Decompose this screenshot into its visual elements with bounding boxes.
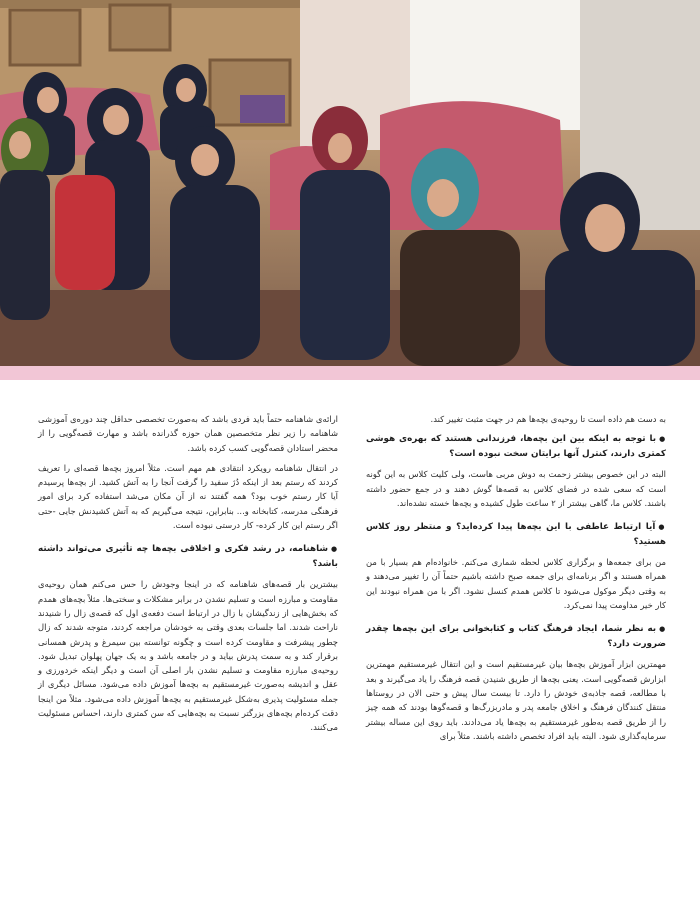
paragraph: ارائه‌ی شاهنامه حتماً باید فردی باشد که به‌صورت تخصصی حداقل چند دوره‌ی آموزشی شاهنامه را زیر نظر متخصصین همان حوزه گذرانده باشد و مهارت قصه‌گویی را از محضر استادان قصه‌گویی کسب کرده باشد. <box>38 414 338 453</box>
paragraph: در انتقال شاهنامه رویکرد انتقادی هم مهم است. مثلاً امروز بچه‌ها قصه‌ای را تعریف کردند که رستم بعد از اینکه دُژ سفید را گرفت آنجا را به آتش کشید. از بچه‌ها پرسیدم آیا کار رستم خوب بود؟ همه گفتند نه از آن مکان می‌شد استفاده کرد برای امور فرهنگی مدرسه، کتابخانه و... بنابراین، نتیجه می‌گیریم که به آتش کشیدنش جایی -حتی اگر رستم این کار کرده- کار درستی نبوده است. <box>38 462 338 531</box>
group-photo-illustration <box>0 0 700 366</box>
decorative-band <box>0 366 700 380</box>
bullet-icon: ● <box>659 435 666 444</box>
paragraph: البته در این خصوص بیشتر زحمت به دوش مربی هاست، ولی کلیت کلاس به این گونه است که سعی شده در فضای کلاس به قصه‌ها گوش دهند و در جمع حضور داشته باشند. کلاس ما، گاهی بیشتر از ۲ ساعت طول کشیده و بچه‌ها خسته نشده‌اند. <box>366 469 666 508</box>
interview-question <box>366 432 666 461</box>
interview-question <box>366 622 666 651</box>
question-text: به نظر شما، ایجاد فرهنگ کتاب و کتابخوانی برای این بچه‌ها چقدر ضرورت دارد؟ <box>366 624 666 649</box>
paragraph: بیشترین بار قصه‌های شاهنامه که در اینجا وجودش را حس می‌کنم همان روحیه‌ی مقاومت و مبارزه است و تسلیم نشدن در برابر مشکلات و سختی‌ها. مثلاً بچه‌های همدم که بخش‌هایی از زندگیشان با زال در ارتباط است دفعه‌ی اول که قصه‌ی زال را شنیدند ناراحت شدند. اما جلسات بعدی وقتی به خودشان مراجعه کردند، متوجه شدند که زال چطور پیشرفت و مقاومت کرده است و چگونه توانسته بین سیمرغ و پدرش همسانی برقرار کند و به سمت پدرش بیاید و در جامعه باشد و به یک جهان پهلوان تبدیل شود. روحیه‌ی مبارزه مقاومت و تسلیم نشدن بار اصلی آن است و دیگر اینکه خردورزی و عقل و اندیشه به‌صورت غیرمستقیم به بچه‌ها آموزش داده می‌شود. مسائل دیگری از جمله مسئولیت پذیری به‌شکل غیرمستقیم به بچه‌ها آموزش داده می‌شود. مثلاً من اینجا دقت کرده‌ام بچه‌های بزرگتر نسبت به بچه‌هایی که سن کمتری دارند، احساس مسئولیت می‌کنند. <box>38 579 338 733</box>
paragraph: مهمترین ابزار آموزش بچه‌ها بیان غیرمستقیم است و این انتقال غیرمستقیم مهمترین ابزارش قصه‌گویی است. یعنی بچه‌ها از طریق شنیدن قصه فرهنگ را یاد می‌گیرند و بعد با مطالعه، قصه جاذبه‌ی خودش را دارد. تا بیست سال پیش و حتی الان در روستاها منتقل کنندگان فرهنگ و اخلاق جامعه پدر و مادربزرگ‌ها و قصه‌گوها بودند که همه چیز را از طریق قصه به‌طور غیرمستقیم به بچه‌ها یاد می‌دادند. باید روی این مساله بیشتر سرمایه‌گذاری شود. البته باید افراد تخصص داشته باشند. مثلاً برای <box>366 659 666 741</box>
bullet-icon: ● <box>659 625 667 634</box>
question-text: با توجه به اینکه بین این بچه‌ها، فرزندانی هستند که بهره‌ی هوشی کمتری دارند، کنترل آنها برایتان سخت نبوده است؟ <box>366 434 666 459</box>
paragraph: من برای جمعه‌ها و برگزاری کلاس لحظه شماری می‌کنم. خانواده‌ام هم بسیار با من همراه هستند و اگر برنامه‌ای برای جمعه صبح داشته باشیم حتماً آن را تغییر می‌دهند و به وقتی دیگر موکول می‌شود تا کلاس همدم کنسل نشود. اگر با من همراه نبودند این کار خیر مداومت پیدا نمی‌کرد. <box>366 557 666 611</box>
paragraph: به دست هم داده است تا روحیه‌ی بچه‌ها هم در جهت مثبت تغییر کند. <box>430 414 666 424</box>
article-column-right <box>366 412 666 749</box>
bullet-icon: ● <box>658 523 667 532</box>
interview-question <box>38 542 338 571</box>
bullet-icon: ● <box>331 545 339 554</box>
article-column-left <box>38 412 338 741</box>
question-text: آیا ارتباط عاطفی با این بچه‌ها پیدا کرده‌اید؟ و منتظر روز کلاس هستید؟ <box>366 522 666 547</box>
question-text: شاهنامه، در رشد فکری و اخلاقی بچه‌ها چه تأثیری می‌تواند داشته باشد؟ <box>38 544 338 569</box>
group-photo <box>0 0 700 366</box>
interview-question <box>366 520 666 549</box>
